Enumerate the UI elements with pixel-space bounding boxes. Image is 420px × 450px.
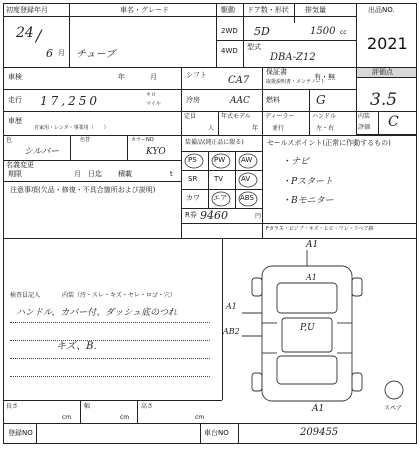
ps-circle <box>185 154 203 168</box>
sales-point-1: ・ナビ <box>282 157 310 167</box>
handle-value: 左・右 <box>316 125 335 132</box>
left-mark-2: AB2 <box>223 327 240 336</box>
equip-av: AV <box>241 175 251 183</box>
inspector-tags: 内装（汚・スレ・キズ・ヤレ・ロゴ・穴） <box>62 292 176 299</box>
mileage-value: 17,250 <box>40 94 100 108</box>
width-label: 幅 <box>84 403 91 410</box>
name-change-label: 名義変更 <box>6 161 34 169</box>
left-mark-1: A1 <box>226 302 237 311</box>
inspector-label: 検査員記入 <box>10 292 41 299</box>
color-no-label: カラーNO <box>131 137 154 143</box>
deadline-date: 月 日迄 <box>74 170 102 178</box>
notes-label: 注意事項(欠品・修復・不具合箇所および説明) <box>10 186 156 194</box>
handle-label: ハンドル <box>312 113 337 120</box>
height-unit: cm <box>195 414 205 421</box>
interior-label: 内装 <box>358 113 371 120</box>
model-label: 型式 <box>247 43 261 51</box>
exhibit-label: 出品NO. <box>368 6 395 14</box>
airbag-circle <box>212 192 230 206</box>
shaken-month-unit: 月 <box>150 73 157 81</box>
car-name-label: 車名・グレード <box>120 6 169 14</box>
reg-month-unit: 月 <box>58 49 65 57</box>
r-ticket-value: 9460 <box>200 209 228 222</box>
warranty-value: 有・無 <box>314 73 335 81</box>
warranty-sub: 取扱説明書・メンテノート <box>266 79 326 85</box>
av-circle <box>239 173 257 187</box>
pw-circle <box>212 154 230 168</box>
color-no-value: KYO <box>146 147 166 157</box>
wheel-rear-right <box>352 373 362 391</box>
capacity-label: 定員 <box>184 113 197 120</box>
color-label: 色 <box>6 137 13 144</box>
score-label: 評価点 <box>372 68 393 76</box>
aircon-label: 冷房 <box>186 96 200 104</box>
doors-value: 5D <box>254 25 270 38</box>
shift-value: CA7 <box>228 75 250 86</box>
center-mark: P,U <box>300 323 315 333</box>
fuel-value: G <box>316 93 326 107</box>
car-damage-diagram <box>222 238 417 413</box>
equip-aw: AW <box>241 156 253 164</box>
equipment-title: 装備品(純正品に限る) <box>185 139 244 146</box>
glass-note: Fガラス・ビジブ・キズ・ヒビ・ワレ・リペア跡 <box>266 226 374 232</box>
warranty-label: 保証書 <box>266 68 287 76</box>
history-label: 車歴 <box>8 117 22 125</box>
fuel-label: 燃料 <box>266 96 280 104</box>
dealer-label: ディーラー <box>265 113 295 120</box>
length-unit: cm <box>62 414 72 421</box>
km-unit: キロ <box>146 92 157 98</box>
equip-pw: PW <box>214 156 226 164</box>
score-value: 3.5 <box>370 90 398 110</box>
car-name-value: チューブ <box>76 49 116 60</box>
capacity-unit: 人 <box>208 125 215 132</box>
mileage-label: 走行 <box>8 96 22 104</box>
car-body-outline <box>262 266 352 401</box>
sales-point-2: ・Pスタート <box>282 177 334 187</box>
cc-unit: cc <box>340 29 347 36</box>
aircon-value: AAC <box>230 96 250 106</box>
interior-value: C <box>388 114 399 130</box>
mile-unit: マイル <box>146 101 161 107</box>
color-value: シルバー <box>24 147 60 157</box>
length-label: 長さ <box>6 403 19 410</box>
color-change-label: 色替 <box>80 137 91 143</box>
equipment-circles <box>181 151 262 208</box>
reg-no-label: 登録NO <box>8 429 33 437</box>
rear-window <box>277 356 337 384</box>
shift-label: シフト <box>186 71 207 79</box>
reg-year-value: 24 <box>16 25 34 41</box>
wheel-front-left <box>252 278 262 296</box>
equip-ps: PS <box>188 156 197 164</box>
reg-slash: / <box>36 26 42 45</box>
history-options: 自家用・レンタ・事業用（ ） <box>34 125 109 131</box>
shaken-year-unit: 年 <box>118 73 125 81</box>
year-model-unit: 年 <box>252 125 259 132</box>
equip-airbag: エア <box>213 194 227 202</box>
bonnet-mark: A1 <box>306 273 317 282</box>
sales-points-title: セールスポイント(正常に作動するもの) <box>267 139 391 147</box>
inspector-note-1: ハンドル、カバー付、ダッシュ底のつれ <box>16 308 178 318</box>
aw-circle <box>239 154 257 168</box>
windshield <box>277 283 337 313</box>
year-model-label: 年式モデル <box>221 113 251 120</box>
yen-unit: 円 <box>255 213 262 220</box>
ton-unit: t <box>170 170 173 178</box>
height-label: 高さ <box>141 403 154 410</box>
first-reg-label: 初度登録年月 <box>6 6 48 14</box>
wheel-rear-left <box>252 373 262 391</box>
chassis-label: 車台NO <box>204 429 229 437</box>
front-mark: A1 <box>306 240 319 250</box>
chassis-value: 209455 <box>300 427 339 438</box>
deadline-label: 期限 <box>8 170 22 178</box>
r-ticket-label: R券 <box>185 211 197 219</box>
exhibit-number: 2021 <box>367 34 408 53</box>
sales-point-3: ・Bモニター <box>282 196 334 206</box>
equip-tv: TV <box>214 175 224 183</box>
inspector-note-2: キズ、B. <box>56 341 97 352</box>
abs-circle <box>239 192 257 206</box>
displacement-label: 排気量 <box>305 6 326 14</box>
wheel-front-right <box>352 278 362 296</box>
drive-label: 駆動 <box>221 6 235 14</box>
equip-leather: カワ <box>186 194 200 202</box>
load-label: 積載 <box>118 170 132 178</box>
dealer-sub: 並行 <box>272 125 285 132</box>
reg-month-value: 6 <box>46 47 53 60</box>
rear-mark: A1 <box>312 404 325 414</box>
equip-sr: SR <box>188 175 198 183</box>
shaken-label: 車検 <box>8 73 22 81</box>
model-value: DBA-Z12 <box>270 52 316 63</box>
equip-abs: ABS <box>240 194 254 202</box>
width-unit: cm <box>120 414 130 421</box>
drive-4wd: 4WD <box>221 47 238 55</box>
spare-label: スペア <box>384 405 403 412</box>
displacement-value: 1500 <box>310 26 336 37</box>
spare-tire <box>385 381 403 399</box>
drive-2wd: 2WD <box>221 27 238 35</box>
door-shape-label: ドア数・形状 <box>247 6 289 14</box>
interior-sub: 評価 <box>358 124 371 131</box>
